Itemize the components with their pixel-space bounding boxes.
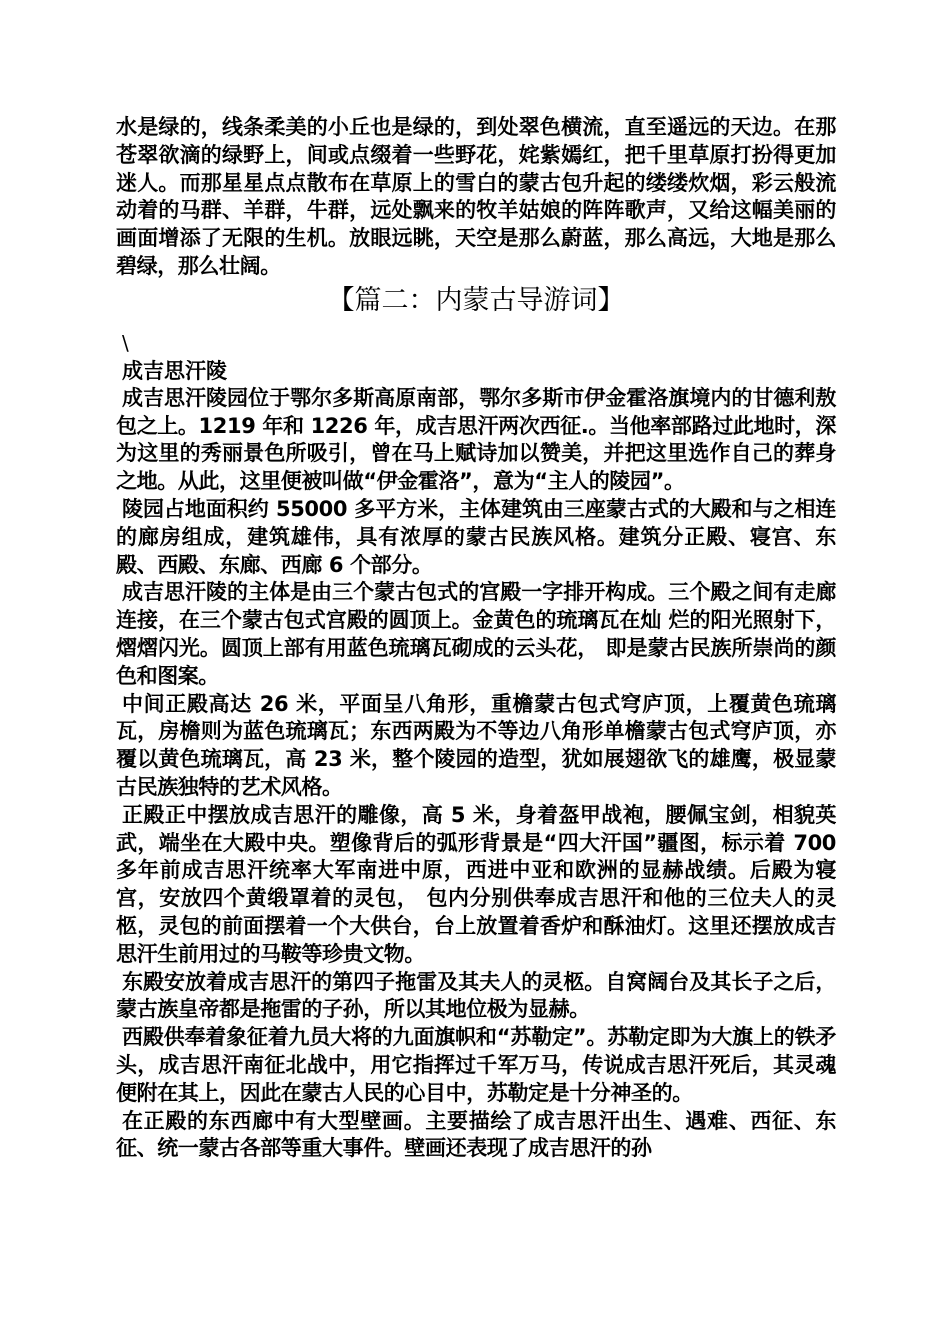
body-paragraph-main-hall: 中间正殿高达 26 米，平面呈八角形，重檐蒙古包式穹庐顶，上覆黄色琉璃瓦，房檐则为蓝色琉璃瓦；东西两殿为不等边八角形单檐蒙古包式穹庐顶，亦覆以黄色琉璃瓦，高 23 米，整个陵园的造型，犹如展翅欲飞的雄鹰，极显蒙古民族独特的艺术风格。 (116, 691, 836, 799)
section-subtitle: 成吉思汗陵 (122, 358, 227, 383)
body-paragraph-location: 成吉思汗陵园位于鄂尔多斯高原南部，鄂尔多斯市伊金霍洛旗境内的甘德利敖包之上。1219 年和 1226 年，成吉思汗两次西征.。当他率部路过此地时，深为这里的秀丽景色所吸引，曾在马上赋诗加以赞美，并把这里选作自己的葬身之地。从此，这里便被叫做“伊金霍洛”，意为“主人的陵园”。 (116, 385, 836, 494)
body-paragraph-murals: 在正殿的东西廊中有大型壁画。主要描绘了成吉思汗出生、遇难、西征、东征、统一蒙古各部等重大事件。壁画还表现了成吉思汗的孙 (116, 1108, 836, 1161)
body-paragraph-main-structure: 成吉思汗陵的主体是由三个蒙古包式的宫殿一字排开构成。三个殿之间有走廊连接，在三个蒙古包式宫殿的圆顶上。金黄色的琉璃瓦在灿 烂的阳光照射下，熠熠闪光。圆顶上部有用蓝色琉璃瓦砌成的云头花， 即是蒙古民族所崇尚的颜色和图案。 (116, 580, 836, 688)
body-paragraph-statue: 正殿正中摆放成吉思汗的雕像，高 5 米，身着盔甲战袍，腰佩宝剑，相貌英武，端坐在大殿中央。塑像背后的弧形背景是“四大汗国”疆图，标示着 700 多年前成吉思汗统率大军南进中原，西进中亚和欧洲的显赫战绩。后殿为寝宫，安放四个黄缎罩着的灵包， 包内分别供奉成吉思汗和他的三位夫人的灵柩，灵包的前面摆着一个大供台，台上放置着香炉和酥油灯。这里还摆放成吉思汗生前用过的马鞍等珍贵文物。 (116, 802, 836, 966)
intro-paragraph: 水是绿的，线条柔美的小丘也是绿的，到处翠色横流，直至遥远的天边。在那苍翠欲滴的绿野上，间或点缀着一些野花，姹紫嫣红，把千里草原打扮得更加迷人。而那星星点点散布在草原上的雪白的蒙古包升起的缕缕炊烟，彩云般流动着的马群、羊群，牛群，远处飘来的牧羊姑娘的阵阵歌声，又给这幅美丽的画面增添了无限的生机。放眼远眺，天空是那么蔚蓝，那么高远，大地是那么碧绿，那么壮阔。 (116, 115, 836, 278)
section-marker: \ (122, 330, 129, 355)
body-paragraph-east-hall: 东殿安放着成吉思汗的第四子拖雷及其夫人的灵柩。自窝阔台及其长子之后，蒙古族皇帝都是拖雷的子孙，所以其地位极为显赫。 (116, 969, 836, 1022)
document-body (116, 114, 836, 1163)
section-title: 【篇二：内蒙古导游词】 (327, 284, 625, 316)
body-paragraph-west-hall: 西殿供奉着象征着九员大将的九面旗帜和“苏勒定”。苏勒定即为大旗上的铁矛头，成吉思汗南征北战中，用它指挥过千军万马，传说成吉思汗死后，其灵魂便附在其上，因此在蒙古人民的心目中，苏勒定是十分神圣的。 (116, 1025, 836, 1105)
body-paragraph-area: 陵园占地面积约 55000 多平方米，主体建筑由三座蒙古式的大殿和与之相连的廊房组成，建筑雄伟，具有浓厚的蒙古民族风格。建筑分正殿、寝宫、东殿、西殿、东廊、西廊 6 个部分。 (116, 496, 836, 577)
